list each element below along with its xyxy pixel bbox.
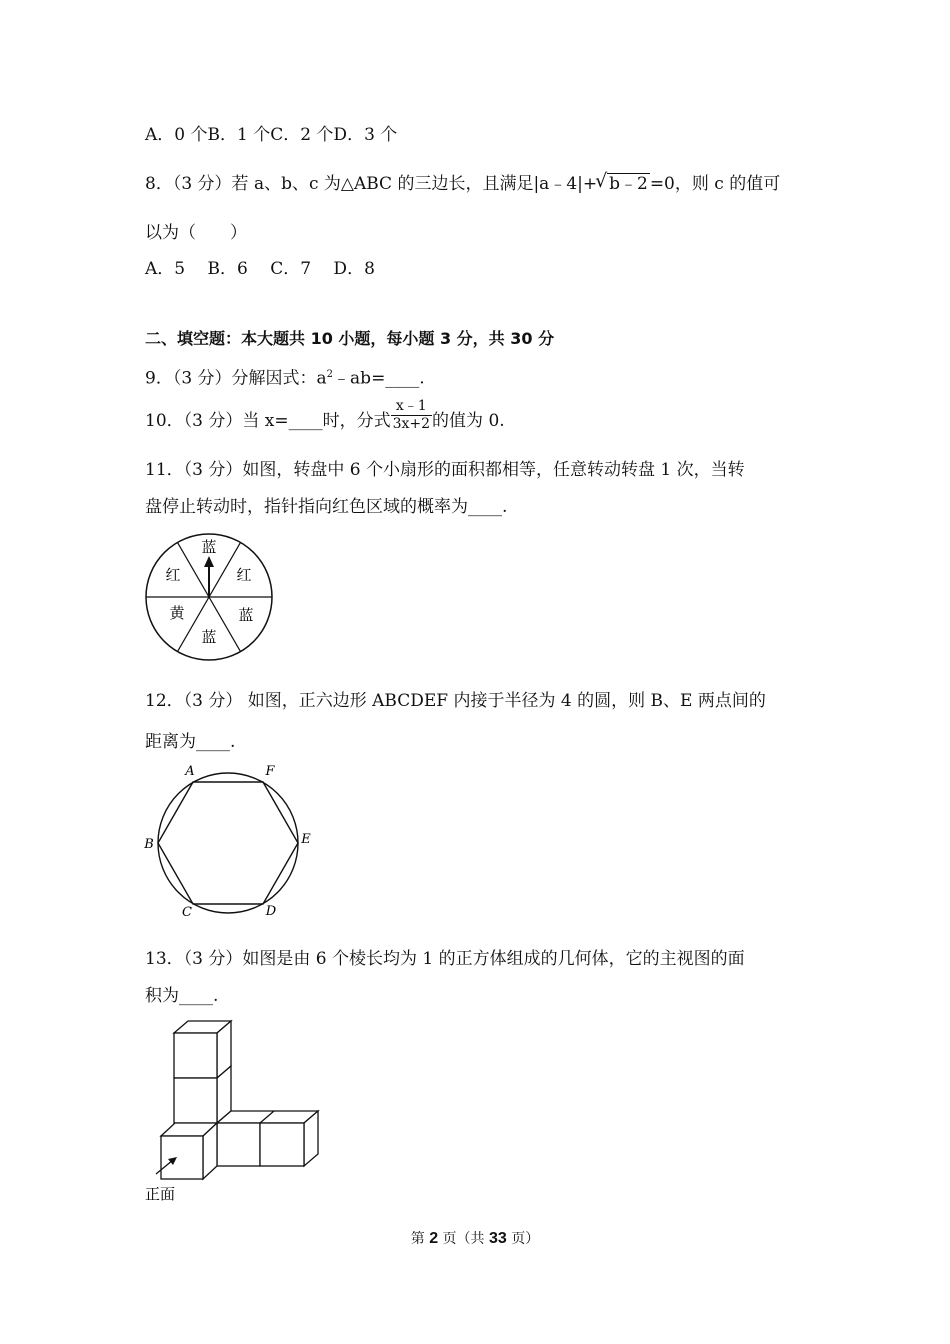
spinner-figure: [142, 532, 278, 664]
q7-options: A．0 个B．1 个C．2 个D．3 个: [145, 125, 398, 145]
vertex-label-b: B: [144, 837, 154, 852]
sector-label-top: 蓝: [201, 538, 217, 556]
q9-post: ﹣ab=____.: [333, 368, 425, 389]
q10-post: 的值为 0.: [432, 411, 505, 431]
q10-denominator: 3x+2: [392, 416, 431, 432]
q9-sup: 2: [326, 369, 334, 380]
q10-fraction: [391, 398, 432, 433]
page-footer: [0, 1228, 950, 1248]
q12-line2: 距离为____.: [145, 732, 236, 752]
sector-label-top-right: 红: [236, 566, 252, 584]
front-view-label: 正面: [145, 1185, 176, 1203]
q8-options: A．5 B．6 C．7 D．8: [145, 259, 375, 279]
q8-radicand: b﹣2: [609, 174, 648, 194]
footer-post: 页）: [506, 1231, 540, 1247]
q13-line2: 积为____.: [145, 986, 219, 1006]
hexagon-figure: [140, 760, 320, 922]
cube-front-face: [174, 1078, 217, 1123]
q11-line1: 11．（3 分）如图，转盘中 6 个小扇形的面积都相等，任意转动转盘 1 次，当转: [145, 460, 745, 480]
footer-mid: 页（共: [438, 1231, 489, 1247]
cube-front-face: [260, 1123, 304, 1166]
regular-hexagon: [158, 782, 298, 904]
q9: [145, 364, 425, 390]
q8-sqrt: [597, 173, 650, 195]
q8-text-post: =0，则 c 的值可: [649, 174, 781, 194]
cube-assembly-figure: [142, 1016, 332, 1206]
sector-label-bottom-right: 蓝: [238, 606, 254, 624]
vertex-label-a: A: [185, 764, 195, 779]
q12-line1: 12．（3 分） 如图，正六边形 ABCDEF 内接于半径为 4 的圆，则 B、E 两点间的: [145, 691, 766, 711]
q13-line1: 13．（3 分）如图是由 6 个棱长均为 1 的正方体组成的几何体，它的主视图的面: [145, 949, 745, 969]
q10-pre: 10．（3 分）当 x=____时，分式: [145, 411, 391, 431]
q10: [145, 398, 505, 433]
q9-pre: 9．（3 分）分解因式：a: [145, 368, 327, 389]
sector-label-bottom: 蓝: [201, 628, 217, 646]
vertex-label-e: E: [301, 832, 311, 847]
spinner-pointer-arrow-icon: [204, 556, 214, 567]
sector-label-bottom-left: 黄: [169, 604, 185, 622]
circumcircle: [158, 773, 298, 913]
cube-front-face: [217, 1123, 260, 1166]
footer-pre: 第: [410, 1231, 430, 1247]
q11-line2: 盘停止转动时，指针指向红色区域的概率为____.: [145, 497, 508, 517]
sector-label-top-left: 红: [165, 566, 181, 584]
q10-numerator: x﹣1: [391, 398, 432, 416]
vertex-label-c: C: [182, 905, 192, 920]
cube-front-face: [161, 1136, 203, 1179]
vertex-label-f: F: [265, 764, 275, 779]
footer-total-pages: 33: [489, 1230, 507, 1247]
vertex-label-d: D: [265, 904, 277, 919]
cube-front-face: [174, 1033, 217, 1078]
q8-text-pre: 8．（3 分）若 a、b、c 为△ABC 的三边长，且满足|a﹣4|+: [145, 174, 598, 194]
footer-page-number: 2: [429, 1230, 439, 1247]
q8-line1: [145, 173, 780, 195]
q8-line2: 以为（ ）: [145, 223, 247, 243]
section2-title: 二、填空题：本大题共 10 小题，每小题 3 分，共 30 分: [145, 329, 555, 348]
